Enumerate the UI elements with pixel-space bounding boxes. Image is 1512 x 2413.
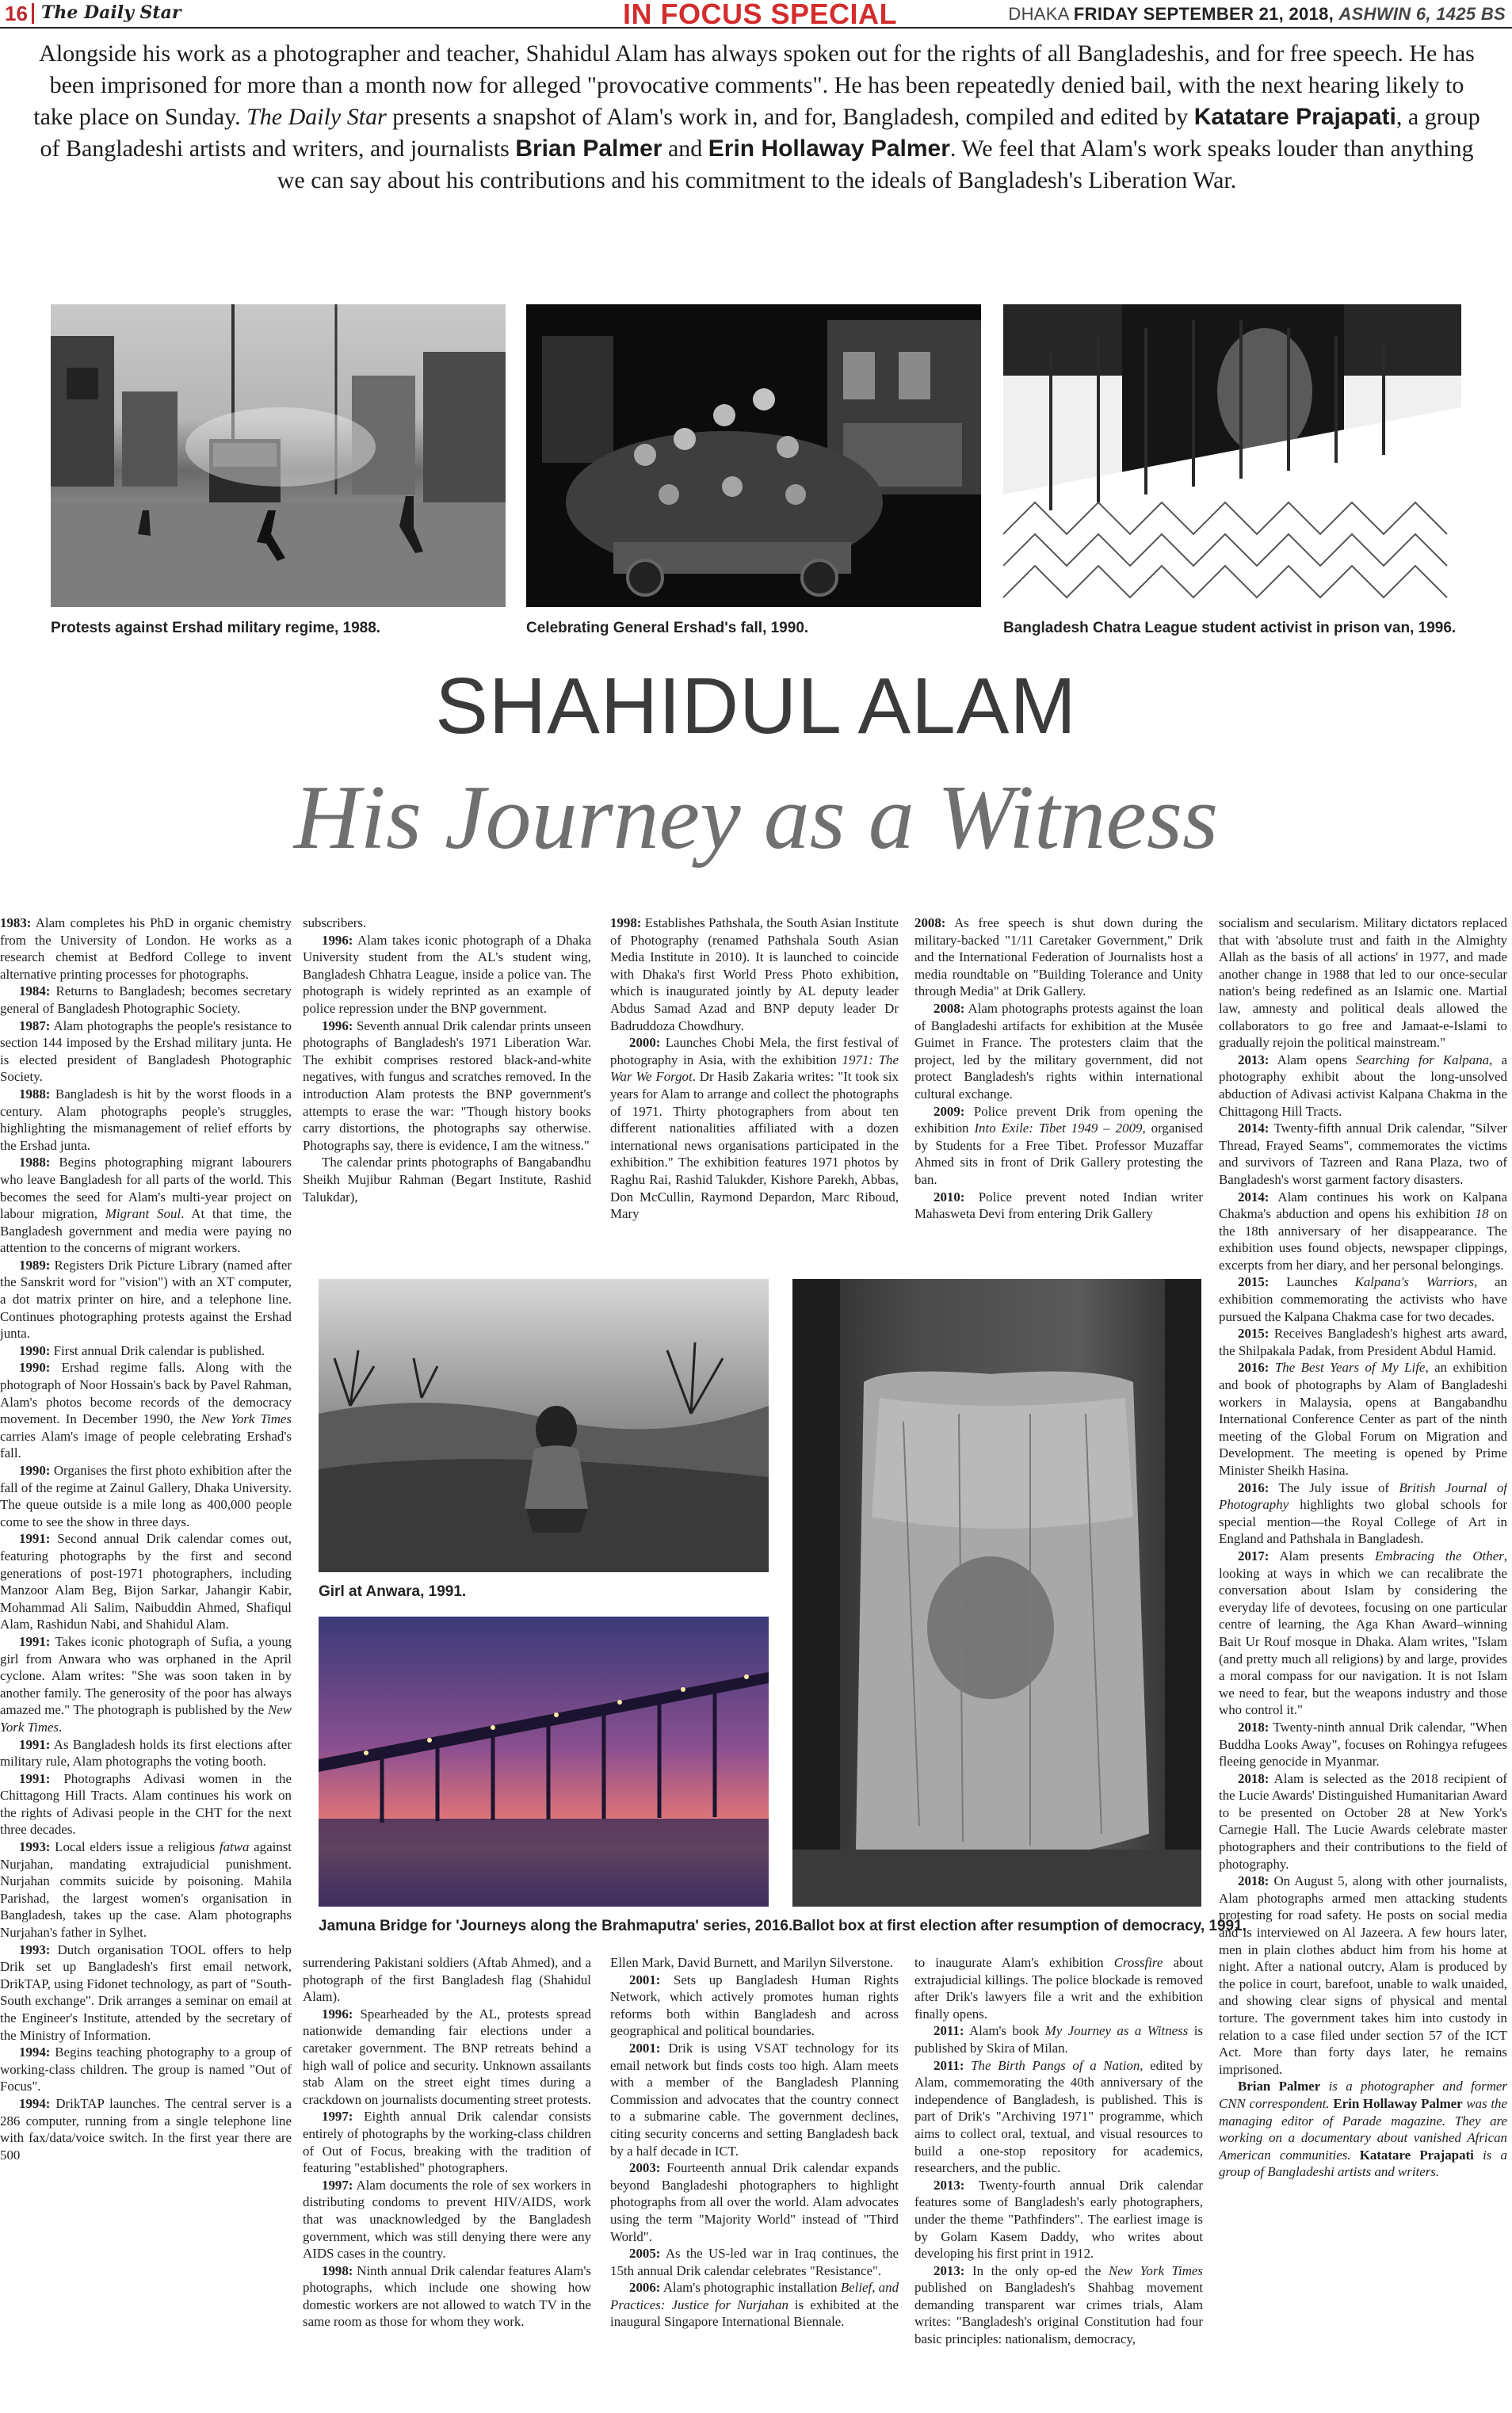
year: 2015: (1238, 1326, 1270, 1342)
paragraph: about extrajudicial killings. The police blockade is removed after Drik's lawyers file a writ and the exhibition finally opens. (914, 1955, 1203, 2022)
page-number: 16 (5, 2, 28, 25)
paragraph: First annual Drik calendar is published. (50, 1342, 265, 1358)
year: 2001: (629, 2040, 661, 2056)
paragraph: Dutch organisation TOOL offers to help Drik set up Bangladesh's first email network, DrikTAP, using Fidonet technology, as part of "South-South exchange". Drik arranges a seminar on email at the Engineer's Institute, attended by the secretary of the Ministry of Information. (0, 1941, 292, 2043)
photo-prison-van-art (1003, 304, 1461, 607)
photo-girl-art (319, 1279, 769, 1572)
italic-title: Migrant Soul (105, 1206, 181, 1222)
paragraph: Drik is using VSAT technology for its email network but finds costs too high. Alam meets with a member of the Bangladesh Planning Commission and advocates that the country connect to a submarine cable. The government declines, citing security concerns and setting Bangladesh back by a half decade in ICT. (610, 2040, 899, 2159)
paragraph: Alam photographs protests against the loan of Bangladeshi artifacts for exhibition at the Musée Guimet in France. The protesters claim that the project, led by the military government, did not protect Bangladesh's rights within international cultural exchange. (914, 1000, 1203, 1102)
intro-text: and (662, 136, 708, 162)
article-column-2-top (303, 914, 591, 1260)
paragraph: Police prevent Drik from opening the exhibition (914, 1103, 1203, 1136)
italic-title: Kalpana's Warriors (1354, 1274, 1475, 1290)
masthead-logo: The Daily Star (41, 2, 181, 23)
photo-girl-anwara-1991 (319, 1279, 769, 1572)
paragraph: , looking at ways in which we can recalibrate the conversation about Islam by considering the everyday life of devotees, focusing on one particular centre of learning, the Aga Khan Award–winning Bait Ur Rouf mosque in Dhaka. Alam writes, "Islam (and pretty much all religions) by and large, provides a moral compass for our navigation. It is not Islam we need to fear, but the weapons industry and those who control it." (1219, 1548, 1507, 1718)
paragraph: on the 18th anniversary of her disappearance. The exhibition uses found objects, newspaper clippings, excerpts from her diary, and her personal belongings. (1219, 1206, 1507, 1273)
paragraph: , an exhibition and book of photographs by Alam of Bangladeshi workers in Malaysia, opens at Bangabandhu International Conference Center as part of the ninth meeting of the Global Forum on Migration and Development. The meeting is opened by Prime Minister Sheikh Hasina. (1219, 1360, 1507, 1478)
year: 2013: (934, 2262, 965, 2278)
paragraph: Organises the first photo exhibition after the fall of the regime at Zainul Gallery, Dhaka University. The queue outside is a mile long as 400,000 people come to see the show in three days. (0, 1463, 292, 1529)
dateline-date: FRIDAY SEPTEMBER 21, 2018, (1073, 4, 1334, 24)
paragraph: Fourteenth annual Drik calendar expands beyond Bangladeshi photographers to highlight photographs from all over the world. Alam advocates using the term "Majority World" instead of "Third World". (610, 2160, 899, 2244)
paragraph: , an exhibition commemorating the activists who have pursued the Kalpana Chakma case for two decades. (1219, 1274, 1507, 1324)
italic-title: Into Exile: Tibet 1949 – 2009 (974, 1121, 1143, 1136)
year: 1998: (610, 915, 642, 930)
author-bio: is a photographer and former CNN correspondent. (1219, 2079, 1507, 2111)
paragraph: is published by Skira of Milan. (914, 2023, 1203, 2056)
paragraph: Alam completes his PhD in organic chemistry from the University of London. He works as a research chemist at Bedford College to invent alternative printing processes for photographs. (0, 915, 292, 982)
photo-celebrating-art (526, 304, 981, 607)
paragraph: Twenty-fourth annual Drik calendar features some of Bangladesh's early photographers, under the theme "Pathfinders". The earliest image is by Golam Kasem Daddy, who writes about developing his first print in 1912. (914, 2177, 1203, 2262)
paragraph: Photographs Adivasi women in the Chittagong Hill Tracts. Alam continues his work on the rights of Adivasi people in the CHT for the next three decades. (0, 1770, 292, 1838)
year: 1991: (19, 1633, 51, 1649)
year: 2006: (629, 2280, 661, 2296)
paragraph: surrendering Pakistani soldiers (Aftab Ahmed), and a photograph of the first Bangladesh flag (Shahidul Alam). (303, 1955, 591, 2005)
italic-title: The Best Years of My Life (1274, 1360, 1426, 1376)
paragraph: Launches (1269, 1274, 1355, 1290)
photo-ballot-box-1991 (792, 1279, 1201, 1907)
year: 2013: (1238, 1052, 1270, 1067)
intro-author: Brian Palmer (515, 136, 662, 162)
paragraph: . (59, 1719, 63, 1735)
year: 1993: (19, 1941, 51, 1957)
photo-celebrating-1990 (526, 304, 981, 607)
year: 2003: (629, 2160, 661, 2176)
paragraph: Sets up Bangladesh Human Rights Network, which actively promotes human rights reforms both within Bangladesh and across geographical and political boundaries. (610, 1972, 899, 2039)
paragraph: against Nurjahan, mandating extrajudicial punishment. Nurjahan commits suicide by poisoning. Mahila Parishad, the largest women's organisation in Bangladesh, takes up the case. Alam photographs Nurjahan's father in Sylhet. (0, 1839, 292, 1941)
year: 2008: (934, 1000, 965, 1016)
italic-title: My Journey as a Witness (1044, 2023, 1189, 2039)
author-name: Erin Hollaway Palmer (1333, 2095, 1463, 2111)
paragraph: Bangladesh is hit by the worst floods in a century. Alam photographs people's struggles, highlighting the mismanagement of relief efforts by the Ershad junta. (0, 1086, 292, 1153)
year: 2016: (1238, 1479, 1270, 1495)
year: 1997: (322, 2177, 353, 2193)
year: 1994: (19, 2045, 51, 2060)
italic-title: Crossfire (1113, 1955, 1163, 1970)
paragraph: Second annual Drik calendar comes out, featuring photographs by the first and second generations of post-1971 photographers, including Manzoor Alam Beg, Bijon Sarkar, Jahangir Kabir, Mohammad Ali Salim, Naibuddin Ahmed, Shafiqul Alam, Rashidun Nabi, and Shahidul Alam. (0, 1531, 292, 1632)
year: 1998: (322, 2262, 353, 2278)
paragraph: carries Alam's image of people celebrating Ershad's fall. (0, 1428, 292, 1461)
italic-title: New York Times (0, 1702, 292, 1735)
paragraph: . Dr Hasib Zakaria writes: "It took six years for Alam to arrange and collect the photographs of 1971. Thirty photographers from about ten different nationalities affiliated with a dozen international news organisations participated in the exhibition." The exhibition features 1971 photos by Raghu Rai, Rashid Talukder, Kishore Parekh, Abbas, Don McCullin, Raymond Depardon, Marc Riboud, Mary (610, 1069, 899, 1222)
intro-text: Alongside his work as a photographer and teacher, Shahidul Alam has always spoken out for the rights of all Bangladeshis, and for free speech. He has been imprisoned for more than a month now for alleged "provocative comments". He has been repeatedly denied bail, with the next hearing likely to take place on Sunday. (33, 40, 1475, 130)
year: 1988: (19, 1086, 51, 1102)
year: 1988: (19, 1155, 51, 1170)
dateline (1008, 4, 1506, 25)
paragraph: highlights two global schools for special mention—the Royal College of Art in England and Pathshala in Bangladesh. (1219, 1497, 1507, 1547)
photo-ballot-art (792, 1279, 1201, 1907)
photo-caption: Protests against Ershad military regime, 1988. (51, 620, 381, 636)
paragraph: DrikTAP launches. The central server is a 286 computer, running from a single telephone line with fax/data/voice switch. In the first year there are 500 (0, 2095, 292, 2163)
paragraph: Alam's book (964, 2023, 1045, 2039)
intro-text: presents a snapshot of Alam's work in, and for, Bangladesh, compiled and edited by (386, 104, 1194, 130)
paragraph: Twenty-fifth annual Drik calendar, "Silver Thread, Frayed Seams", commemorates the victims and survivors of Tazreen and Rana Plaza, two of Bangladesh's worst garment factory disasters. (1219, 1121, 1507, 1187)
year: 1990: (19, 1463, 51, 1478)
paragraph: , edited by Alam, commemorating the 40th anniversary of the independence of Bangladesh, is published. This is part of Drik's "Archiving 1971" programme, which aims to collect oral, textual, and visual resources to build a one-stop repository for academics, researchers, and the public. (914, 2057, 1203, 2176)
italic-title: New York Times (200, 1411, 292, 1427)
paragraph: As the US-led war in Iraq continues, the 15th annual Drik calendar celebrates "Resistance". (610, 2246, 899, 2278)
paragraph: , a photography exhibit about the long-unsolved abduction of Adivasi activist Kalpana Chakma in the Chittagong Hill Tracts. (1219, 1052, 1507, 1119)
year: 1991: (19, 1770, 51, 1786)
paragraph: published on Bangladesh's Shahbag movement demanding transparent war crimes trials, Alam writes: "Bangladesh's original Constitution had four basic principles: nationalism, democracy, (914, 2280, 1203, 2347)
photo-prison-van-1996 (1003, 304, 1461, 607)
year: 1994: (19, 2095, 51, 2111)
paragraph: Ellen Mark, David Burnett, and Marilyn Silverstone. (610, 1955, 893, 1970)
paragraph: Alam is selected as the 2018 recipient of the Lucie Awards' Distinguished Humanitarian Award to be presented on October 28 at New York's Carnegie Hall. The Lucie Awards celebrate master photographers and their contributions to the field of photography. (1219, 1770, 1507, 1872)
author-bio: is a group of Bangladeshi artists and writers. (1219, 2147, 1507, 2180)
paragraph: Alam takes iconic photograph of a Dhaka University student from the AL's student wing, Bangladesh Chhatra League, inside a police van. The photograph is widely reprinted as an example of police repression under the BNP government. (303, 932, 591, 1016)
year: 2017: (1238, 1548, 1270, 1563)
paragraph: Eighth annual Drik calendar consists entirely of photographs by the working-class children of Out of Focus, breaking with the tradition of featuring "established" photographers. (303, 2109, 591, 2176)
year: 1983: (0, 915, 32, 930)
page-header (0, 0, 1512, 29)
year: 2018: (1238, 1719, 1270, 1735)
article-column-3-bottom (610, 1954, 899, 2413)
year: 2011: (934, 2057, 964, 2073)
paragraph: As Bangladesh holds its first elections after military rule, Alam photographs the voting booth. (0, 1736, 292, 1770)
author-bio: was the managing editor of Parade magazine. They are working on a documentary about vanished African American communities. (1219, 2095, 1507, 2163)
paragraph: Alam presents (1269, 1548, 1375, 1563)
italic-title: British Journal of Photography (1219, 1479, 1507, 1513)
photo-caption: Ballot box at first election after resumption of democracy, 1991. (792, 1918, 1247, 1934)
author-name: Katatare Prajapati (1359, 2147, 1474, 2163)
year: 1997: (322, 2109, 353, 2125)
paragraph: Seventh annual Drik calendar prints unseen photographs of Bangladesh's 1971 Liberation War. The exhibit comprises restored black-and-white negatives, with fungus and scratches removed. In the introduction Alam protests the BNP government's attempts to erase the war: "Though history books carry distortions, the photographs say otherwise. Photographs say, there is evidence, I am the witness." (303, 1018, 591, 1153)
paragraph: Alam continues his work on Kalpana Chakma's abduction and opens his exhibition (1219, 1189, 1507, 1222)
paragraph: The July issue of (1269, 1479, 1399, 1495)
year: 1989: (19, 1257, 51, 1273)
year: 2000: (629, 1035, 661, 1051)
paragraph: Alam's photographic installation (660, 2280, 841, 2296)
paragraph (1269, 1360, 1274, 1375)
paragraph: Alam documents the role of sex workers in distributing condoms to prevent HIV/AIDS, work that was unacknowledged by the Bangladesh government, which was still denying there were any AIDS cases in the country. (303, 2177, 591, 2262)
paragraph: Launches Chobi Mela, the first festival of photography in Asia, with the exhibition (610, 1035, 899, 1067)
photo-caption: Celebrating General Ershad's fall, 1990. (526, 620, 809, 636)
paragraph: Alam photographs the people's resistance to section 144 imposed by the Ershad military junta. He is elected president of Bangladesh Photographic Society. (0, 1018, 292, 1085)
italic-title: Belief, and Practices: Justice for Nurjahan (610, 2280, 899, 2312)
paragraph: In the only op-ed the (964, 2262, 1109, 2278)
paragraph: Twenty-ninth annual Drik calendar, "When Buddha Looks Away", focuses on Rohingya refugees fleeing genocide in Myanmar. (1219, 1719, 1507, 1770)
year: 2005: (629, 2246, 661, 2262)
author-name: Brian Palmer (1238, 2079, 1321, 2094)
photo-caption: Jamuna Bridge for 'Journeys along the Brahmaputra' series, 2016. (319, 1918, 793, 1934)
paragraph: Ershad regime falls. Along with the photograph of Noor Hossain's back by Pavel Rahman, Alam's photos become records of the democracy movement. In December 1990, the (0, 1360, 292, 1427)
photo-protests-1988 (51, 304, 506, 607)
italic-title: 1971: The War We Forgot (610, 1052, 899, 1085)
year: 2018: (1238, 1873, 1270, 1889)
year: 2008: (914, 915, 946, 930)
year: 2014: (1238, 1189, 1270, 1205)
article-column-4-top (914, 914, 1203, 1260)
paragraph: subscribers. (303, 915, 367, 930)
section-title: IN FOCUS SPECIAL (623, 0, 898, 30)
paragraph: Begins teaching photography to a group of working-class children. The group is named "Out of Focus". (0, 2045, 292, 2094)
year: 1991: (19, 1531, 51, 1547)
article-column-3-top (610, 914, 899, 1260)
italic-title: New York Times (1108, 2262, 1203, 2278)
paragraph: Police prevent noted Indian writer Mahasweta Devi from entering Drik Gallery (914, 1189, 1203, 1222)
year: 1990: (19, 1360, 51, 1376)
year: 2016: (1238, 1360, 1270, 1376)
paragraph: is exhibited at the inaugural Singapore International Biennale. (610, 2297, 899, 2330)
paragraph: As free speech is shut down during the military-backed "1/11 Caretaker Government," Drik and the International Federation of Journalists host a media roundtable on "Building Tolerance and Unity through Media" at Drik Gallery. (914, 915, 1203, 999)
dateline-city: DHAKA (1008, 4, 1069, 24)
photo-jamuna-bridge-2016 (319, 1617, 769, 1907)
paragraph (964, 2058, 971, 2073)
year: 2013: (934, 2177, 965, 2193)
intro-author: Katatare Prajapati (1193, 104, 1396, 130)
intro-text: , a group of Bangladeshi artists and writers, and journalists (40, 104, 1480, 162)
paragraph: The calendar prints photographs of Bangabandhu Sheikh Mujibur Rahman (Begart Institute, Rashid Talukdar), (303, 1155, 591, 1205)
article-column-5 (1219, 914, 1507, 2413)
photo-caption: Girl at Anwara, 1991. (319, 1583, 467, 1600)
year: 1984: (19, 983, 51, 999)
headline-title: SHAHIDUL ALAM (435, 662, 1077, 750)
dateline-bengali: ASHWIN 6, 1425 BS (1338, 4, 1506, 24)
paragraph: Local elders issue a religious (50, 1839, 220, 1855)
year: 2014: (1238, 1121, 1270, 1136)
article-column-2-bottom (303, 1954, 591, 2413)
paragraph: to inaugurate Alam's exhibition (914, 1955, 1114, 1970)
year: 1996: (322, 2006, 353, 2022)
year: 1987: (19, 1018, 51, 1033)
year: 2001: (629, 1972, 661, 1987)
year: 2009: (934, 1103, 965, 1119)
year: 1990: (19, 1342, 51, 1358)
paragraph: . At that time, the Bangladesh government and media were paying no attention to the concerns of migrant workers. (0, 1206, 292, 1256)
paragraph: , organised by Students for a Free Tibet. Professor Muzaffar Ahmed sits in front of Drik Gallery protesting the ban. (914, 1121, 1203, 1187)
year: 1996: (322, 932, 353, 948)
paragraph: Receives Bangladesh's highest arts award, the Shilpakala Padak, from President Abdul Hamid. (1219, 1326, 1507, 1358)
intro-text: . We feel that Alam's work speaks louder than anything we can say about his contributions and his commitment to the ideals of Bangladesh's Liberation War. (277, 136, 1474, 193)
paragraph: Returns to Bangladesh; becomes secretary general of Bangladesh Photographic Society. (0, 983, 292, 1016)
photo-bridge-art (319, 1617, 769, 1907)
intro-author: Erin Hollaway Palmer (708, 136, 950, 162)
italic-title: Searching for Kalpana (1355, 1052, 1490, 1067)
article-column-4-bottom (914, 1954, 1203, 2413)
italic-term: fatwa (219, 1839, 250, 1855)
paragraph: Ninth annual Drik calendar features Alam's photographs, which include one showing how domestic workers are not allowed to watch TV in the same room as those for whom they work. (303, 2262, 591, 2330)
paragraph: Begins photographing migrant labourers who leave Bangladesh for all parts of the world. This becomes the seed for Alam's multi-year project on labour migration, (0, 1155, 292, 1222)
paragraph: Registers Drik Picture Library (named after the Sanskrit word for "vision") with an XT computer, a dot matrix printer on hire, and a telephone line. Continues photographing protests against the Ershad junta. (0, 1257, 292, 1342)
year: 2010: (934, 1189, 965, 1205)
intro-paper-name: The Daily Star (246, 104, 387, 130)
paragraph: Takes iconic photograph of Sufia, a young girl from Anwara who was orphaned in the April cyclone. Alam writes: "She was soon taken in by another family. The generosity of the poor has always amazed me." The photograph is published by the (0, 1633, 292, 1718)
paragraph: socialism and secularism. Military dictators replaced that with 'absolute trust and faith in the Almighty Allah as the basis of all actions' in 1977, and made another change in 1988 that led to our once-secular nation's being redefined as an Islamic one. Martial law, amnesty and political deals allowed the collaborators to go free and Jamaat-e-Islami to gradually rejoin the political mainstream." (1219, 915, 1507, 1051)
photo-caption: Bangladesh Chatra League student activist in prison van, 1996. (1003, 620, 1457, 636)
paragraph: Alam opens (1269, 1052, 1356, 1067)
paragraph: Establishes Pathshala, the South Asian Institute of Photography (renamed Pathshala South Asian Media Institute in 2010). It is launched to coincide with Dhaka's first World Press Photo exhibition, which is inaugurated jointly by AL deputy leader Abdus Samad Azad and BNP deputy leader Dr Badruddoza Chowdhury. (610, 915, 899, 1033)
year: 2015: (1238, 1274, 1270, 1290)
italic-title: Embracing the Other (1374, 1548, 1504, 1563)
italic-title: 18 (1475, 1206, 1489, 1222)
year: 2018: (1238, 1770, 1270, 1786)
paragraph: Spearheaded by the AL, protests spread nationwide demanding fair elections under a caretaker government. The BNP retreats behind a high wall of police and security. Unknown assailants stab Alam on the street eight times during a crackdown on journalists documenting street protests. (303, 2006, 591, 2107)
headline-subtitle: His Journey as a Witness (293, 767, 1219, 869)
intro-paragraph (32, 38, 1482, 197)
year: 1996: (322, 1018, 353, 1033)
italic-title: The Birth Pangs of a Nation (971, 2057, 1140, 2073)
year: 1991: (19, 1736, 51, 1752)
article-column-1 (0, 914, 292, 2413)
divider (32, 3, 34, 24)
photo-protests-art (51, 304, 506, 607)
year: 1993: (19, 1839, 51, 1855)
year: 2011: (934, 2023, 964, 2039)
paragraph: On August 5, along with other journalists, Alam photographs armed men attacking students protesting for road safety. He posts on social media and is interviewed on Al Jazeera. A few hours later, men in plain clothes abduct him from his home at night. After a national outcry, Alam is produced by the police in court, barefoot, unable to walk unaided, and showing clear signs of physical and mental torture. The government takes him into custody in relation to a case filed under section 57 of the ICT Act. More than forty days later, he remains imprisoned. (1219, 1873, 1507, 2077)
